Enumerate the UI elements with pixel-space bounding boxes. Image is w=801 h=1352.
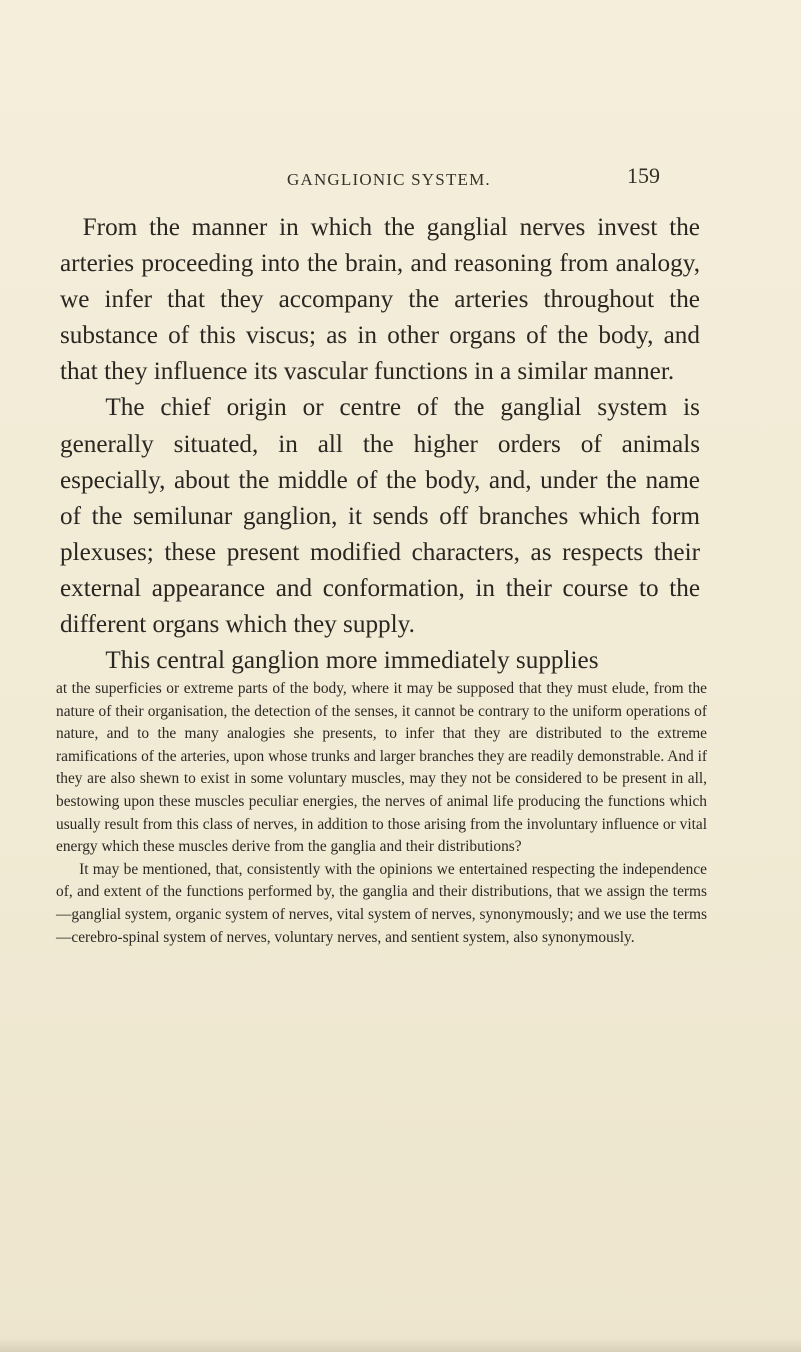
body-paragraph: This central ganglion more immediately supplies [105,647,599,675]
footnote [56,678,707,949]
body-paragraph: From the manner in which the ganglial nerves invest the arteries proceeding into the brain, and reasoning from analogy, we infer that they accompany the arteries throughout the substance of this viscus; as in other organs of the body, and that they influence its vascular functions in a similar manner. [60,214,700,386]
footnote-paragraph: at the superficies or extreme parts of the body, where it may be supposed that they must elude, from the nature of their organisation, the detection of the senses, it cannot be contrary to the uniform operations of nature, and to the many analogies she presents, to infer that they are distributed to the extreme ramifications of the arteries, upon whose trunks and larger branches they are readily demonstrable. And if they are also shewn to exist in some voluntary muscles, may they not be considered to be present in all, bestowing upon these muscles peculiar energies, the nerves of animal life producing the functions which usually result from this class of nerves, in addition to those arising from the involuntary influence or vital energy which these muscles derive from the ganglia and their distributions? [56,680,707,856]
page-number: 159 [627,163,660,188]
main-text [60,210,700,679]
footnote-paragraph: It may be mentioned, that, consistently with the opinions we entertained respecting the independence of, and extent of the functions performed by, the ganglia and their distributions, that we assign the terms—ganglial system, organic system of nerves, vital system of nerves, synonymously; and we use the terms—cerebro-spinal system of nerves, voluntary nerves, and sentient system, also synonymously. [56,860,707,946]
page-edge-shadow [0,1338,801,1352]
running-head: GANGLIONIC SYSTEM. [287,170,491,189]
body-paragraph: The chief origin or centre of the ganglial system is generally situated, in all the higher orders of animals especially, about the middle of the body, and, under the name of the semilunar ganglion, it sends off branches which form plexuses; these present modified characters, as respects their external appearance and conformation, in their course to the different organs which they supply. [60,394,700,639]
